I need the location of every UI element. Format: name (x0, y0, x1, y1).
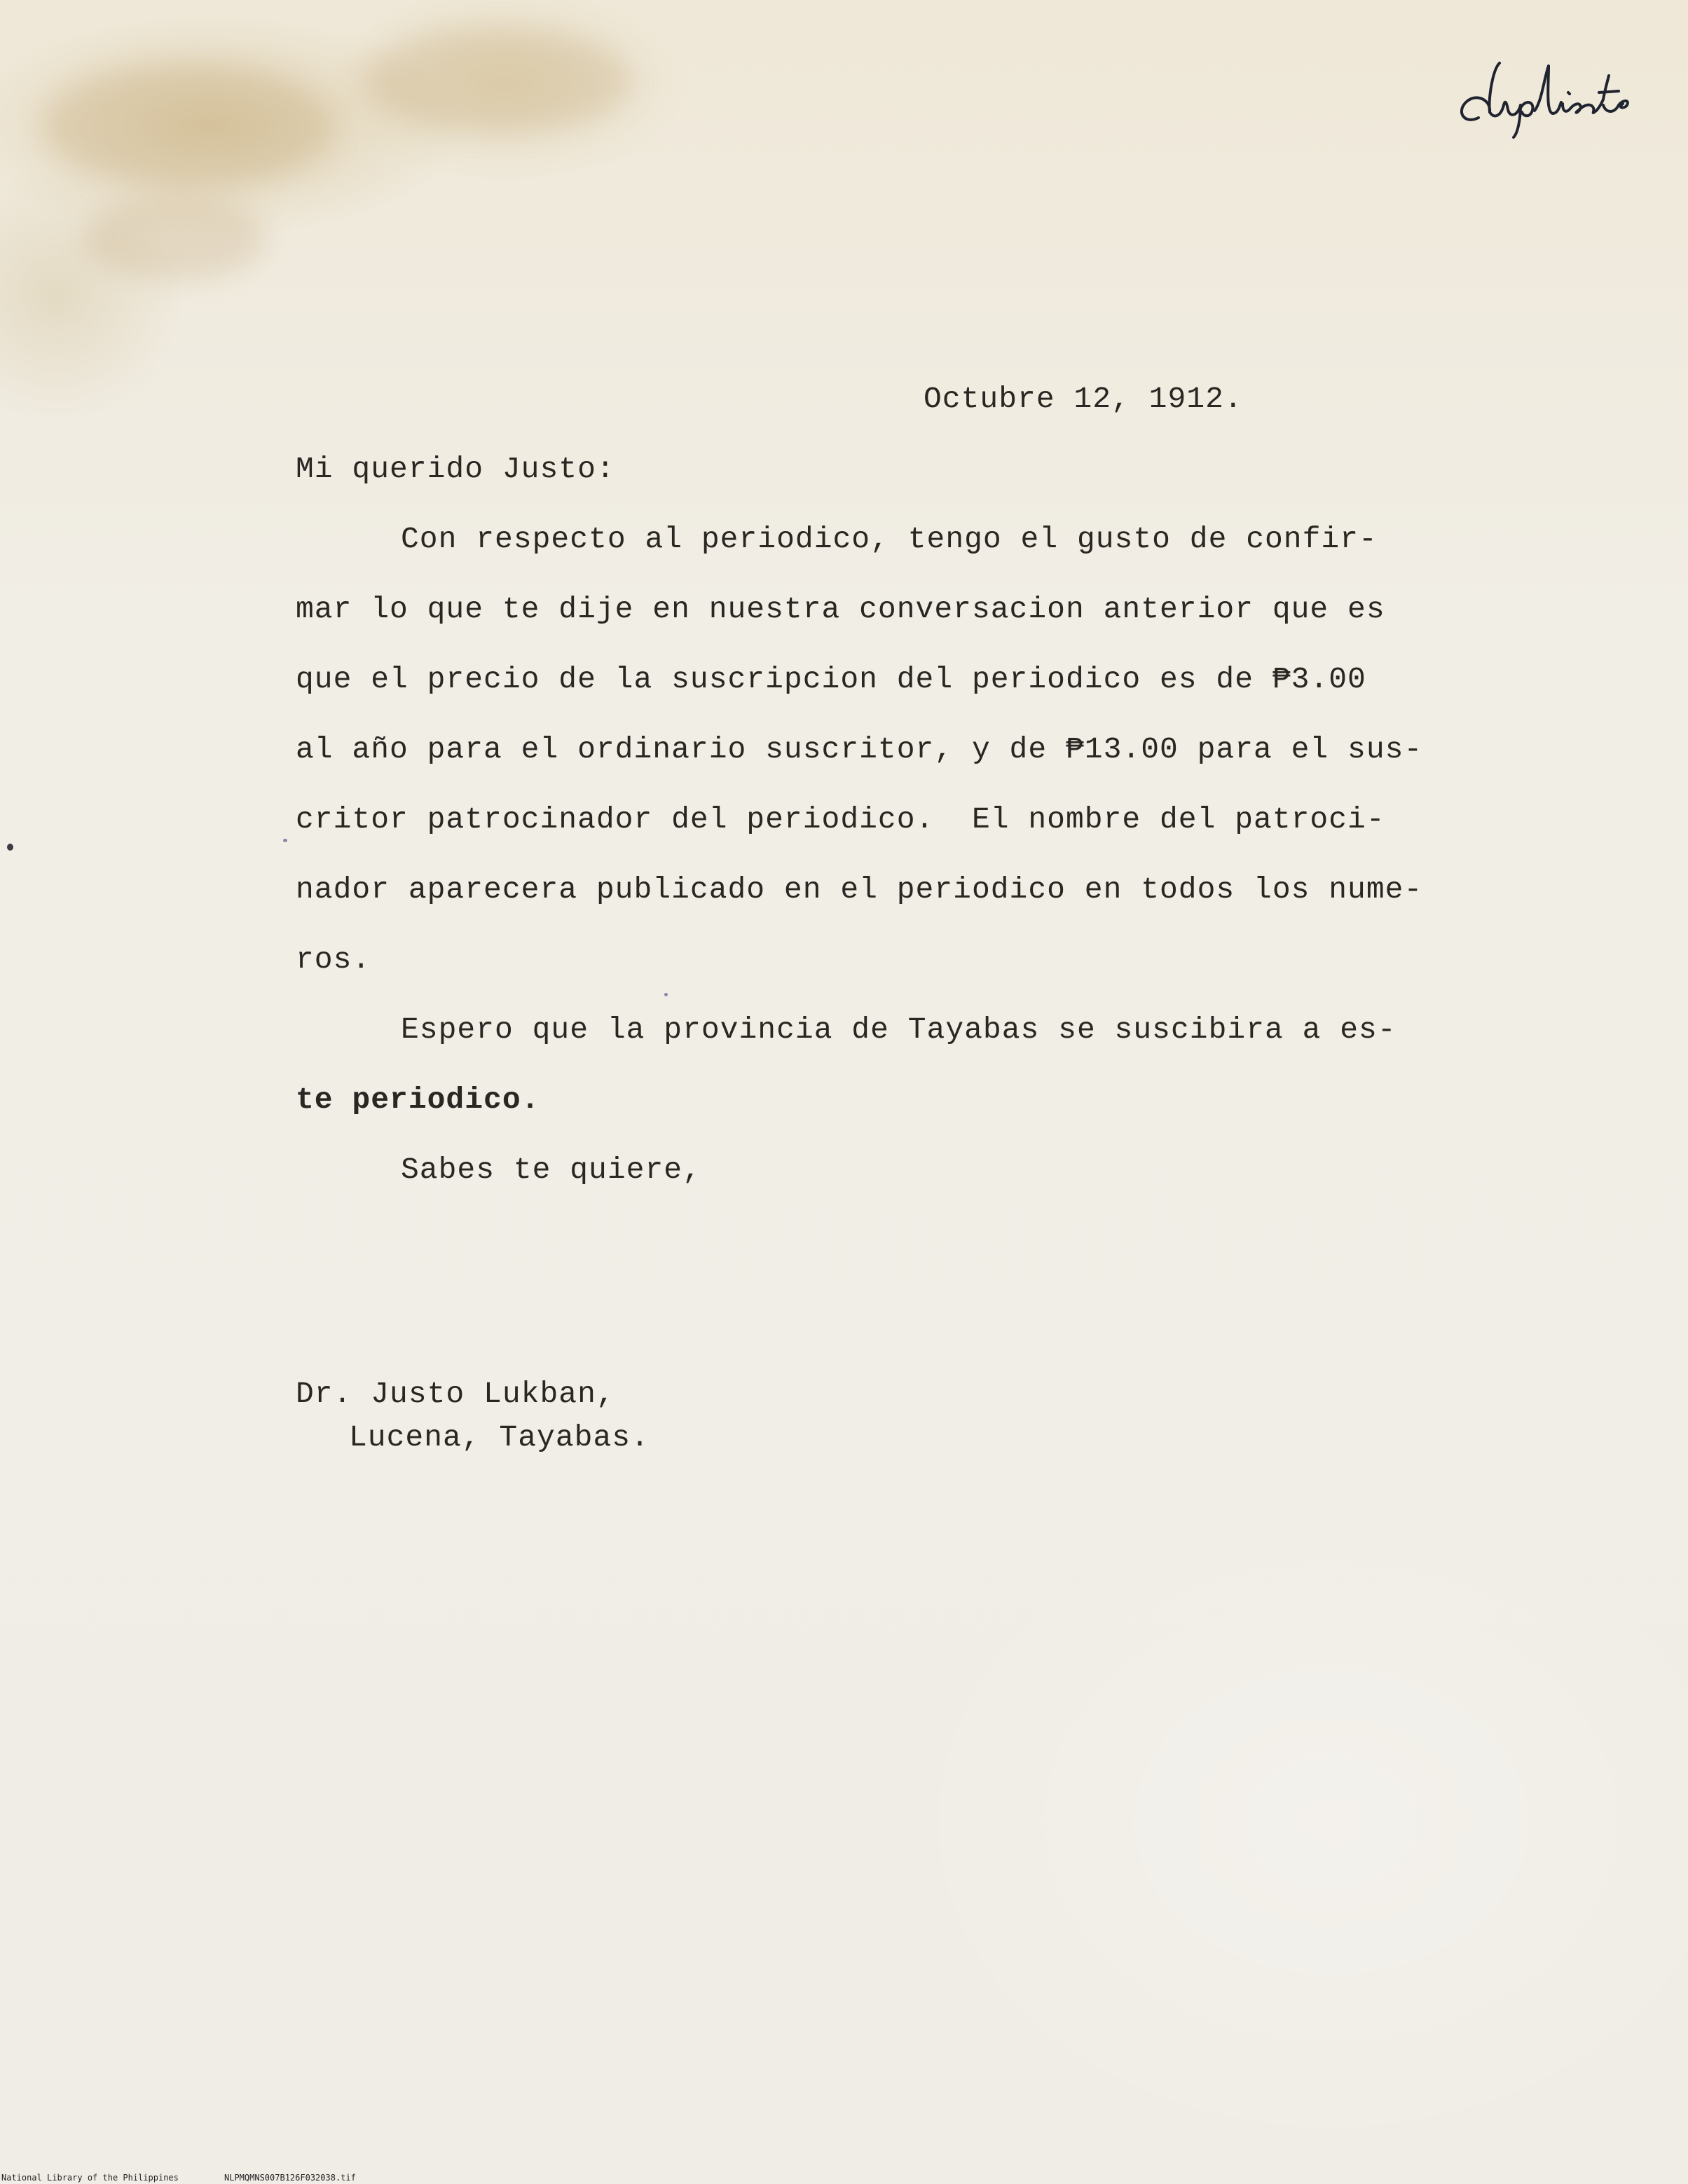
body-line: Con respecto al periodico, tengo el gusto de confir- (401, 522, 1378, 556)
body-line: Espero que la provincia de Tayabas se suscibira a es- (401, 1012, 1397, 1047)
duplicate-annotation (1450, 35, 1661, 140)
recipient-name: Dr. Justo Lukban, (296, 1377, 615, 1411)
ink-speck (7, 844, 13, 851)
footer-library: National Library of the Philippines (1, 2173, 179, 2183)
recipient-location: Lucena, Tayabas. (349, 1420, 650, 1455)
body-line: al año para el ordinario suscritor, y de ₱13.00 para el sus- (296, 732, 1423, 767)
body-line: critor patrocinador del periodico. El nombre del patroci- (296, 802, 1385, 837)
letter-date: Octubre 12, 1912. (924, 382, 1243, 416)
annotation-text: duplicate (1450, 35, 1455, 36)
water-stain (42, 63, 336, 189)
body-line: mar lo que te dije en nuestra conversacion anterior que es (296, 592, 1385, 626)
water-stain (84, 196, 266, 280)
salutation: Mi querido Justo: (296, 452, 615, 486)
ink-speck (283, 839, 287, 842)
body-line: te periodico. (296, 1083, 540, 1117)
closing: Sabes te quiere, (401, 1153, 701, 1187)
body-line: nador aparecera publicado en el periodico en todos los nume- (296, 872, 1423, 907)
footer-filename: NLPMQMNS007B126F032038.tif (224, 2173, 356, 2183)
body-line: ros. (296, 942, 371, 977)
body-line: que el precio de la suscripcion del periodico es de ₱3.00 (296, 662, 1366, 696)
ink-speck (664, 993, 668, 996)
water-stain (364, 28, 631, 133)
